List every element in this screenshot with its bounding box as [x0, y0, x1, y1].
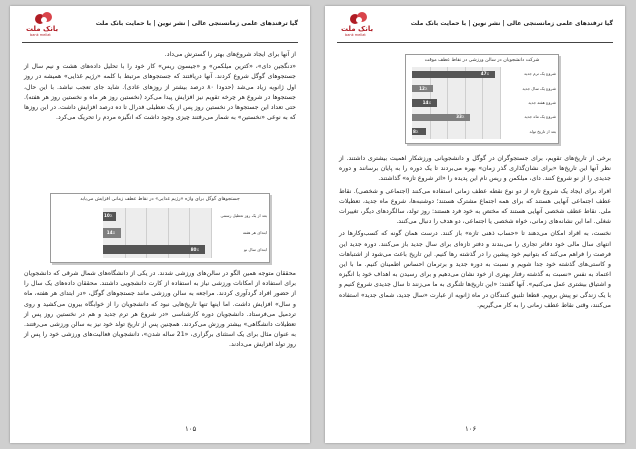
paragraph: برخی از تاریخ‌های تقویم، برای جستجوگران در گوگل و دانشجویانی ورزشکار اهمیت بیشتری داشتند. از نظر آنها این تاریخ‌ها «برای نشان‌گذاری گذر زمان» بهره می‌بردند تا یک دوره را به پایان برسانند و دوره جدیدی را از نو شروع کنند. دای، میلکمن و ریس نام این پدیده را «اثر شروع تازه» گذاشتند. — [339, 155, 611, 183]
bank-logo-icon — [34, 11, 54, 25]
category-label: شروع هفته جدید — [528, 100, 556, 105]
chart-title: جستجوهای گوگل برای واژه «رژیم غذایی» در نقاط عطف زمانی افزایش می‌یابد — [80, 197, 240, 202]
gridline — [211, 208, 212, 258]
bar-value-label: 8٪ — [413, 128, 419, 134]
category-label: شروع یک سال جدید — [522, 85, 556, 91]
category-label: بعد از تاریخ تولد — [529, 128, 556, 134]
text-block-bottom — [24, 269, 296, 353]
bar-value-label: 12٪ — [419, 85, 428, 91]
page-header — [337, 6, 613, 43]
text-block-top — [24, 50, 296, 125]
logo-subtext: bank mellat — [30, 33, 51, 37]
paragraph: محققان متوجه همین الگو در سالن‌های ورزشی شدند. در یکی از دانشگاه‌های شمال شرقی که دانشجویان برای استفاده از امکانات ورزشی نیاز به استفاده از کارت دانشجویی داشتند. محققان داده‌های یک سال را از حضور افراد گردآوری کردند. مراجعه به سالن ورزشی مانند جستجوهای گوگل، «در ابتدای هر هفته، ماه و سال» افزایش داشت. اما اینها تنها تاریخ‌هایی نبود که دانشجویان را از خوابگاه بیرون می‌کشید و روی تردمیل می‌فرستاد. دانشجویان دوره کارشناسی «در شروع هر ترم جدید و هم در نخستین روز پس از تعطیلات دانشگاهی» بیشتر ورزش می‌کردند. همچنین پس از تاریخ تولد خود نیز به سالن ورزشی می‌رفتند. به عنوان مثال برای یک استثنای برگزاری، «21 ساله شدن»، دانشجویان فعالیت‌های ورزشی خود را پس از روز تولد افزایش می‌دادند. — [24, 270, 296, 349]
logo-text: بانک ملت — [341, 25, 374, 33]
gridline — [465, 67, 466, 139]
page-number: ۱۰۵ — [185, 425, 197, 433]
chart-title: شرکت دانشجویان در سالن ورزشی در نقاط عطف موقت — [424, 58, 540, 63]
right-page — [325, 6, 625, 443]
header-title: گیا ترفندهای علمی زمانسنجی عالی | نشر نوین | با حمایت بانک ملت — [95, 20, 298, 27]
left-page — [10, 6, 310, 443]
gridline — [447, 67, 448, 139]
page-number: ۱۰۶ — [465, 425, 477, 433]
bar-value-label: 33٪ — [456, 114, 465, 120]
bar-value-label: 80٪ — [190, 246, 200, 252]
bank-logo-icon — [349, 11, 369, 25]
plot-area — [103, 208, 211, 258]
category-label: بعد از یک روز تعطیل رسمی — [220, 213, 267, 219]
category-label: شروع یک ماه جدید — [524, 114, 556, 120]
logo-subtext: bank mellat — [345, 33, 366, 37]
google-search-chart — [50, 193, 270, 263]
gridline — [482, 67, 483, 139]
page-header — [22, 6, 298, 43]
gym-attendance-chart — [405, 54, 559, 144]
paragraph: «دنگجین دای»، «کترین میلکمن» و «جیسون ریس» کار خود را با تحلیل داده‌های هشت و نیم سال از جستجوهای گوگل شروع کردند. آنها دریافتند که جستجوهای مرتبط با کلمه «رژیم غذایی» همیشه در روز اول ژانویه زیاد می‌شد (حدودا ۸۰ درصد بیشتر از روزهای عادی). شاید جای تعجب نباشد. با این حال، جستجوها در شروع هر چرخه تقویم نیز افزایش پیدا می‌کرد (نخستین روز هر ماه و نخستین روز هر هفته). حتی تعداد این جستجوها در نخستین روز پس از یک تعطیلی فدرال تا ده درصد افزایش داشت. در این روزها که به نوعی «نخستین» به شمار می‌رفتند چیزی وجود داشت که انگیزه مردم را تحریک می‌کرد. — [24, 63, 296, 122]
category-label: ابتدای سال نو — [244, 246, 267, 252]
bar-value-label: 14٪ — [106, 230, 116, 235]
bar-value-label: 10٪ — [104, 213, 113, 219]
bar-value-label: 47٪ — [480, 71, 490, 77]
paragraph: افراد برای ایجاد یک شروع تازه از دو نوع نقطه عطف زمانی استفاده می‌کنند (اجتماعی و شخصی). نقاط عطف اجتماعی آنهایی هستند که برای همه اجتماع مشترک هستند؛ دوشنبه‌ها، شروع ماه جدید، تعطیلات ملی. نقاط عطف شخصی آنهایی هستند که مختص به خود فرد هستند: روز تولد، سالگردهای دیگر، تغییرات شغلی. اما این نشانه‌های زمانی، خواه شخصی یا اجتماعی، دو هدف را دنبال می‌کنند. — [339, 187, 611, 226]
plot-area — [412, 67, 500, 139]
header-title: گیا ترفندهای علمی زمانسنجی عالی | نشر نوین | با حمایت بانک ملت — [410, 20, 613, 27]
gridline — [500, 67, 501, 139]
bank-logo — [22, 10, 76, 38]
paragraph: نخست، به افراد امکان می‌دهند تا «حساب ذهنی تازه» باز کنند. درست همان گونه که کسب‌وکارها در انتهای سال مالی خود دفاتر تجاری را می‌بندند و دفتر تازه‌ای برای سال جدید باز می‌کنند. دوره جدید این فرصت را فراهم می‌کند که بتوانیم خود پیشین را در گذشته رها کنیم. این تاریخ باعث می‌شود از اشتباهات و کاستی‌های گذشته خود جدا شویم و نسبت به دوره جدید و برترمان احساس اطمینان کنیم. ما با این اعتماد به نفس «نسبت به گذشته رفتار بهتری از خود نشان می‌دهیم و برای رسیدن به اهداف خود با انگیزه و اشتیاق بیشتری عمل می‌کنیم». آنها گفتند: «این تاریخ‌ها تلنگری به ما می‌زنند تا سال جدیدی شروع کنیم و با یک زندگی نو پیش برویم. قطعا تلنیق کنندگان در ماه ژانویه از عبارت «سال جدید، شمای جدید» استفاده می‌کنند، وقتی نقاط عطف زمانی را به کار می‌گیریم. — [339, 230, 611, 309]
paragraph: از آنها برای ایجاد شروع‌های بهتر را گسترش می‌داد. — [164, 51, 296, 58]
category-label: شروع یک ترم جدید — [524, 71, 556, 77]
category-label: ابتدای هر هفته — [242, 230, 267, 235]
bar — [103, 245, 205, 254]
logo-text: بانک ملت — [26, 25, 59, 33]
bank-logo — [337, 10, 391, 38]
bar-value-label: 14٪ — [422, 100, 432, 105]
text-block — [339, 154, 611, 313]
